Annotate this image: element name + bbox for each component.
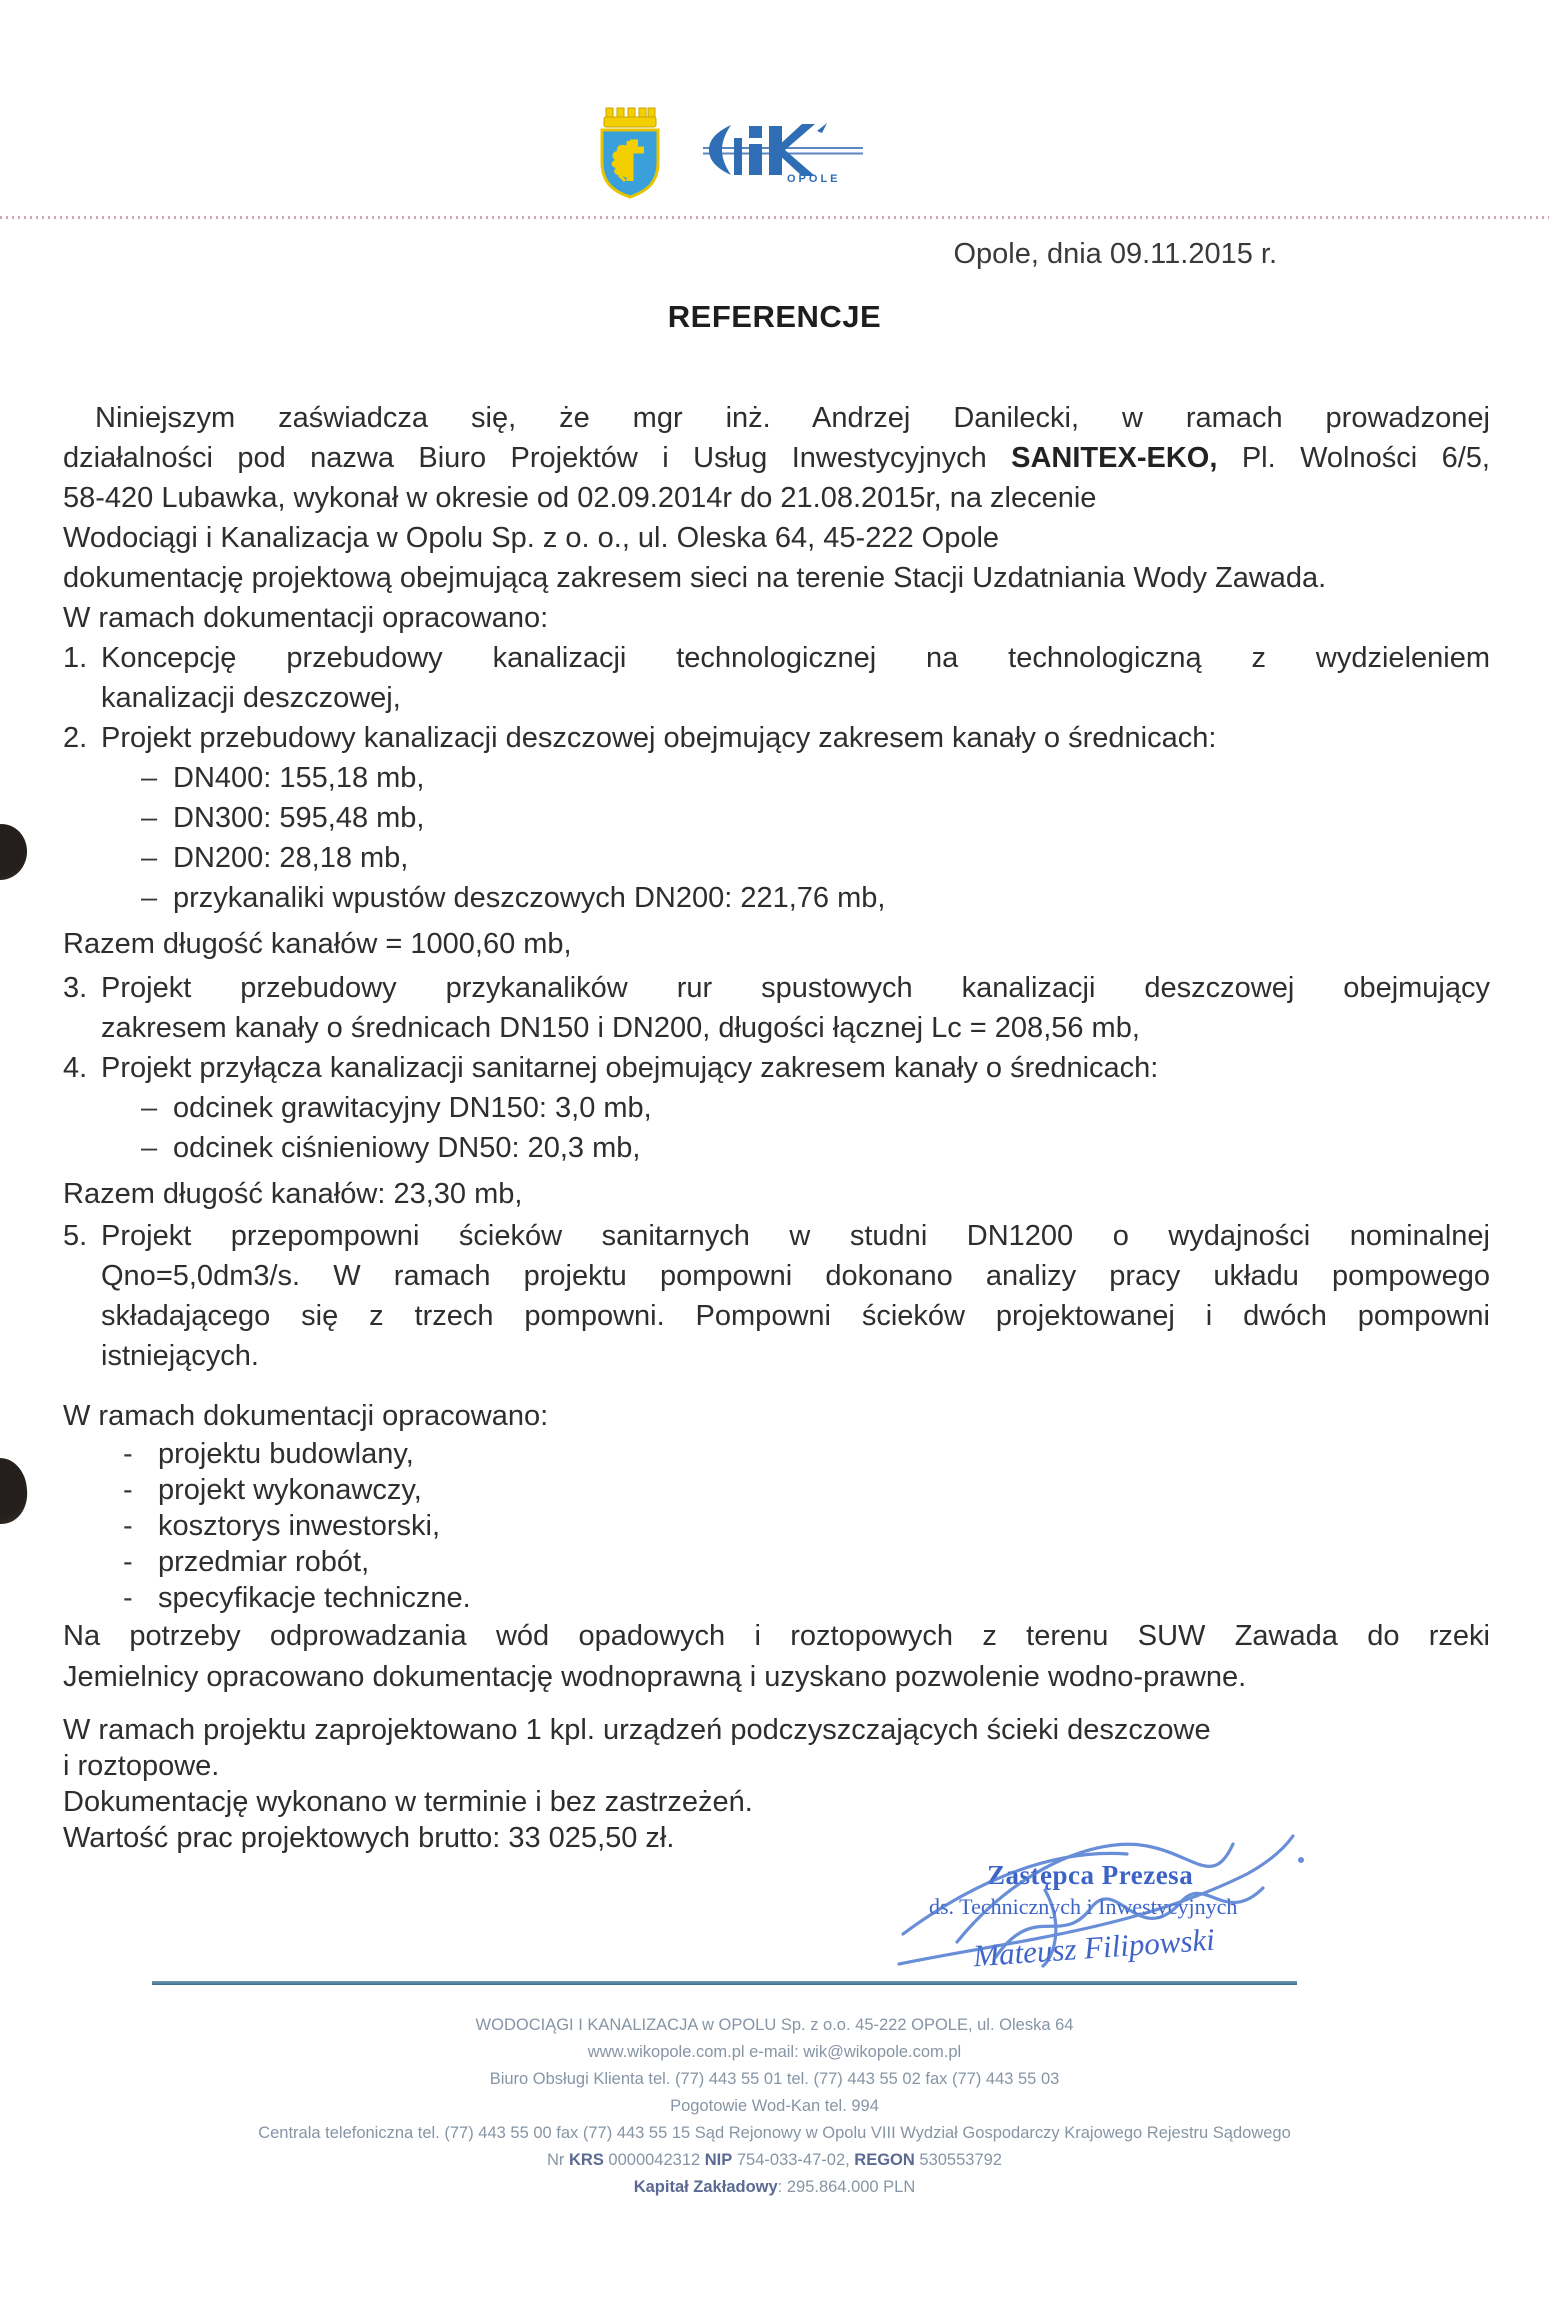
dash-list-item — [123, 1580, 1490, 1616]
capital-value: : 295.864.000 PLN — [777, 2178, 916, 2196]
item-text — [101, 968, 1490, 1048]
numbered-item-2 — [63, 718, 1490, 758]
item-number: 3. — [63, 972, 88, 1004]
footer-line-emergency: Pogotowie Wod-Kan tel. 994 — [670, 2097, 879, 2115]
nip-label: NIP — [704, 2151, 733, 2169]
footer — [0, 2012, 1549, 2201]
dash-item-text: DN400: 155,18 mb, — [173, 762, 425, 794]
dash-bullet: - — [123, 1546, 133, 1578]
text-segment: działalności pod nazwa Biuro Projektów i Usług Inwestycyjnych — [63, 442, 1012, 474]
dash-item-text: kosztorys inwestorski, — [158, 1510, 441, 1542]
dash-bullet: - — [123, 1474, 133, 1506]
dash-bullet: - — [123, 1510, 133, 1542]
item-text: Projekt przebudowy kanalizacji deszczowej obejmujący zakresem kanały o średnicach: — [101, 722, 1217, 754]
text-line: i roztopowe. — [63, 1750, 220, 1782]
text-line: Jemielnicy opracowano dokumentację wodnoprawną i uzyskano pozwolenie wodno-prawne. — [63, 1661, 1247, 1693]
text-line: istniejących. — [101, 1340, 259, 1372]
footer-line-company: WODOCIĄGI I KANALIZACJA w OPOLU Sp. z o.o. 45-222 OPOLE, ul. Oleska 64 — [475, 2016, 1074, 2034]
krs-label: KRS — [568, 2151, 604, 2169]
company-name: SANITEX-EKO, — [1011, 442, 1218, 474]
numbered-item-4 — [63, 1048, 1490, 1088]
dash-bullet: – — [141, 842, 158, 874]
dash-item-text: DN300: 595,48 mb, — [173, 802, 425, 834]
dash-list-item — [123, 1436, 1490, 1472]
dash-list-item — [141, 838, 1490, 878]
numbered-item-3 — [63, 968, 1490, 1048]
footer-line-capital — [0, 2174, 1549, 2201]
header-separator — [0, 216, 1549, 219]
text-line: Niniejszym zaświadcza się, że mgr inż. Andrzej Danilecki, w ramach prowadzonej — [95, 402, 1490, 434]
dash-list-item — [141, 878, 1490, 918]
dash-bullet: – — [141, 1132, 158, 1164]
signature-block — [895, 1836, 1365, 1986]
text-line: W ramach projektu zaprojektowano 1 kpl. urządzeń podczyszczających ścieki deszczowe — [63, 1714, 1211, 1746]
text-line: Wartość prac projektowych brutto: 33 025,50 zł. — [63, 1822, 675, 1854]
total-length-line-2: Razem długość kanałów: 23,30 mb, — [63, 1178, 523, 1210]
item-text — [101, 638, 1490, 718]
dash-list-item — [141, 758, 1490, 798]
item-number: 1. — [63, 642, 88, 674]
text-segment: Pl. Wolności 6/5, — [1217, 442, 1490, 474]
capital-label: Kapitał Zakładowy — [633, 2178, 778, 2196]
regon-label: REGON — [854, 2151, 915, 2169]
dash-list-item — [141, 1128, 1490, 1168]
text-line: Projekt przepompowni ścieków sanitarnych w studni DN1200 o wydajności nominalnej — [101, 1220, 1490, 1252]
total-length-line-1: Razem długość kanałów = 1000,60 mb, — [63, 928, 572, 960]
signature-stamp-subtitle: ds. Technicznych i Inwestycyjnych — [929, 1894, 1238, 1919]
opole-coat-of-arms-icon — [597, 103, 663, 200]
text-line: Dokumentację wykonano w terminie i bez zastrzeżeń. — [63, 1786, 753, 1818]
dash-list-item — [141, 798, 1490, 838]
dash-item-text: odcinek ciśnieniowy DN50: 20,3 mb, — [173, 1132, 641, 1164]
text-line: Na potrzeby odprowadzania wód opadowych i roztopowych z terenu SUW Zawada do rzeki — [63, 1620, 1490, 1652]
footer-line-customer-office: Biuro Obsługi Klienta tel. (77) 443 55 01 tel. (77) 443 55 02 fax (77) 443 55 03 — [489, 2070, 1060, 2088]
dash-bullet: – — [141, 802, 158, 834]
hole-punch-mark — [0, 821, 31, 884]
text-line: zakresem kanały o średnicach DN150 i DN200, długości łącznej Lc = 208,56 mb, — [101, 1012, 1140, 1044]
dash-list-item — [123, 1472, 1490, 1508]
hole-punch-mark — [0, 1455, 30, 1526]
text-line: Koncepcję przebudowy kanalizacji technologicznej na technologiczną z wydzieleniem — [101, 642, 1490, 674]
wik-logo-icon — [703, 121, 863, 185]
dash-item-text: odcinek grawitacyjny DN150: 3,0 mb, — [173, 1092, 652, 1124]
item-number: 2. — [63, 722, 88, 754]
dash-bullet: - — [123, 1582, 133, 1614]
text-line: Projekt przebudowy przykanalików rur spustowych kanalizacji deszczowej obejmujący — [101, 972, 1490, 1004]
text-line: dokumentację projektową obejmującą zakresem sieci na terenie Stacji Uzdatniania Wody Zawada. — [63, 562, 1327, 594]
dash-list-item — [123, 1508, 1490, 1544]
logo-opole-text: OPOLE — [787, 173, 841, 185]
text-line: Wodociągi i Kanalizacja w Opolu Sp. z o. o., ul. Oleska 64, 45-222 Opole — [63, 522, 1000, 554]
text-segment: Nr — [546, 2151, 569, 2169]
footer-separator — [152, 1981, 1297, 1985]
text-line: W ramach dokumentacji opracowano: — [63, 602, 549, 634]
text-line — [63, 438, 1490, 478]
dash-item-text: przykanaliki wpustów deszczowych DN200: 221,76 mb, — [173, 882, 886, 914]
item-number: 5. — [63, 1220, 88, 1252]
text-line: kanalizacji deszczowej, — [101, 682, 401, 714]
date-line: Opole, dnia 09.11.2015 r. — [953, 238, 1277, 270]
numbered-item-5 — [63, 1216, 1490, 1376]
text-line: Qno=5,0dm3/s. W ramach projektu pompowni dokonano analizy pracy układu pompowego — [101, 1260, 1490, 1292]
signature-stamp-title: Zastępca Prezesa — [987, 1860, 1194, 1890]
footer-line-registry — [0, 2147, 1549, 2174]
text-line: składającego się z trzech pompowni. Pompowni ścieków projektowanej i dwóch pompowni — [101, 1300, 1490, 1332]
text-line: 58-420 Lubawka, wykonał w okresie od 02.09.2014r do 21.08.2015r, na zlecenie — [63, 482, 1097, 514]
dash-item-text: przedmiar robót, — [158, 1546, 370, 1578]
dash-item-text: projekt wykonawczy, — [158, 1474, 422, 1506]
dash-list-item — [141, 1088, 1490, 1128]
footer-line-web-email: www.wikopole.com.pl e-mail: wik@wikopole.com.pl — [587, 2043, 962, 2061]
item-text: Projekt przyłącza kanalizacji sanitarnej obejmujący zakresem kanały o średnicach: — [101, 1052, 1159, 1084]
numbered-item-1 — [63, 638, 1490, 718]
dash-bullet: – — [141, 882, 158, 914]
item-text — [101, 1216, 1490, 1376]
nip-value: 754-033-47-02, — [732, 2151, 855, 2169]
paragraph-water-permit — [63, 1616, 1490, 1698]
item-number: 4. — [63, 1052, 88, 1084]
section-heading: W ramach dokumentacji opracowano: — [63, 1400, 549, 1432]
dash-bullet: – — [141, 762, 158, 794]
dash-item-text: specyfikacje techniczne. — [158, 1582, 471, 1614]
footer-line-switchboard-court: Centrala telefoniczna tel. (77) 443 55 00 fax (77) 443 55 15 Sąd Rejonowy w Opolu VIII Wydział Gospodarczy Krajowego Rejestru Sądowego — [258, 2124, 1291, 2142]
signatory-name: Mateusz Filipowski — [972, 1921, 1216, 1974]
dash-bullet: - — [123, 1438, 133, 1470]
dash-item-text: DN200: 28,18 mb, — [173, 842, 409, 874]
dash-list-item — [123, 1544, 1490, 1580]
page-title: REFERENCJE — [667, 299, 882, 334]
dash-item-text: projektu budowlany, — [158, 1438, 414, 1470]
document-body — [63, 398, 1490, 1856]
dash-bullet: – — [141, 1092, 158, 1124]
paragraph-intro — [63, 398, 1490, 638]
regon-value: 530553792 — [914, 2151, 1002, 2169]
handwritten-signature-icon — [895, 1830, 1365, 1980]
krs-value: 0000042312 — [603, 2151, 705, 2169]
